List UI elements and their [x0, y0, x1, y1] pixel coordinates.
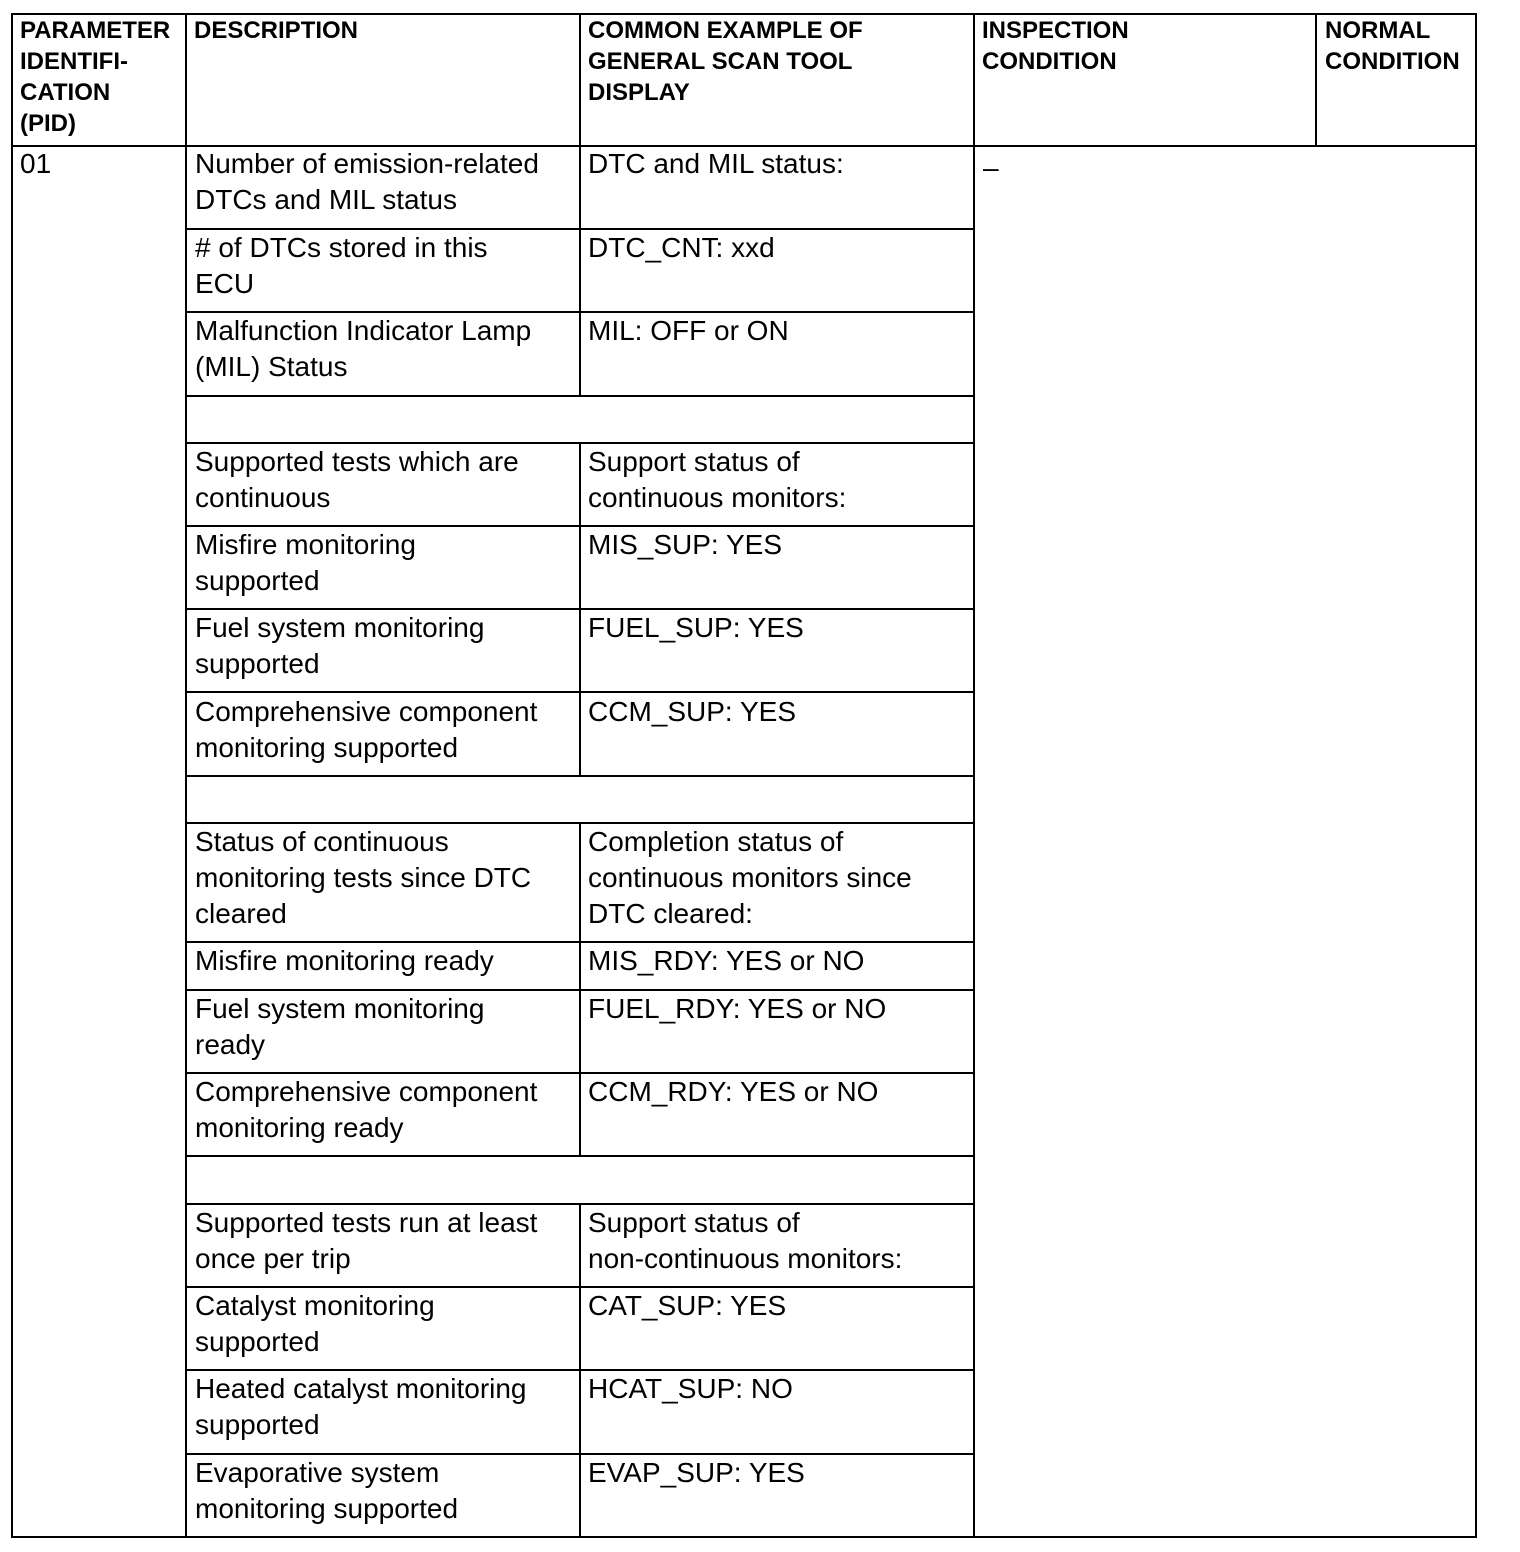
description-cell: Fuel system monitoring supported — [195, 612, 485, 679]
display-cell: DTC_CNT: xxd — [588, 232, 775, 263]
description-cell: Malfunction Indicator Lamp (MIL) Status — [195, 315, 532, 382]
display-cell: MIS_SUP: YES — [588, 529, 783, 560]
description-cell: Number of emission-related DTCs and MIL status — [195, 148, 539, 215]
description-cell: # of DTCs stored in this ECU — [195, 232, 488, 299]
display-cell: Completion status of continuous monitors since DTC cleared: — [588, 826, 912, 929]
display-cell: FUEL_RDY: YES or NO — [588, 993, 887, 1024]
blank-row — [579, 1157, 581, 1203]
display-cell: DTC and MIL status: — [588, 148, 844, 179]
description-cell: Misfire monitoring ready — [195, 945, 494, 976]
display-cell: FUEL_SUP: YES — [588, 612, 804, 643]
display-cell: EVAP_SUP: YES — [588, 1457, 805, 1488]
display-cell: MIS_RDY: YES or NO — [588, 945, 865, 976]
header-description: DESCRIPTION — [194, 17, 359, 44]
display-cell: CCM_SUP: YES — [588, 696, 796, 727]
display-cell: CCM_RDY: YES or NO — [588, 1076, 879, 1107]
description-cell: Comprehensive component monitoring supported — [195, 696, 538, 763]
description-cell: Evaporative system monitoring supported — [195, 1457, 459, 1524]
header-inspection-condition: INSPECTION CONDITION — [982, 17, 1129, 75]
column-divider-inspection — [1315, 13, 1317, 146]
blank-row — [579, 397, 581, 442]
description-cell: Fuel system monitoring ready — [195, 993, 485, 1060]
display-cell: MIL: OFF or ON — [588, 315, 789, 346]
display-cell: Support status of continuous monitors: — [588, 446, 847, 513]
description-cell: Misfire monitoring supported — [195, 529, 416, 596]
description-cell: Supported tests run at least once per trip — [195, 1207, 538, 1274]
description-cell: Heated catalyst monitoring supported — [195, 1373, 527, 1440]
display-cell: HCAT_SUP: NO — [588, 1373, 793, 1404]
header-pid: PARAMETER IDENTIFI- CATION (PID) — [20, 17, 171, 137]
header-display: COMMON EXAMPLE OF GENERAL SCAN TOOL DISPLAY — [588, 17, 863, 106]
display-cell: CAT_SUP: YES — [588, 1290, 787, 1321]
pid-value: 01 — [20, 148, 52, 179]
inspection-value: – — [983, 152, 999, 183]
display-cell: Support status of non-continuous monitors: — [588, 1207, 903, 1274]
description-cell: Comprehensive component monitoring ready — [195, 1076, 538, 1143]
description-cell: Status of continuous monitoring tests since DTC cleared — [195, 826, 532, 929]
blank-row — [579, 777, 581, 822]
row-divider — [185, 691, 975, 693]
description-cell: Supported tests which are continuous — [195, 446, 519, 513]
description-cell: Catalyst monitoring supported — [195, 1290, 435, 1357]
header-normal-condition: NORMAL CONDITION — [1325, 17, 1460, 75]
